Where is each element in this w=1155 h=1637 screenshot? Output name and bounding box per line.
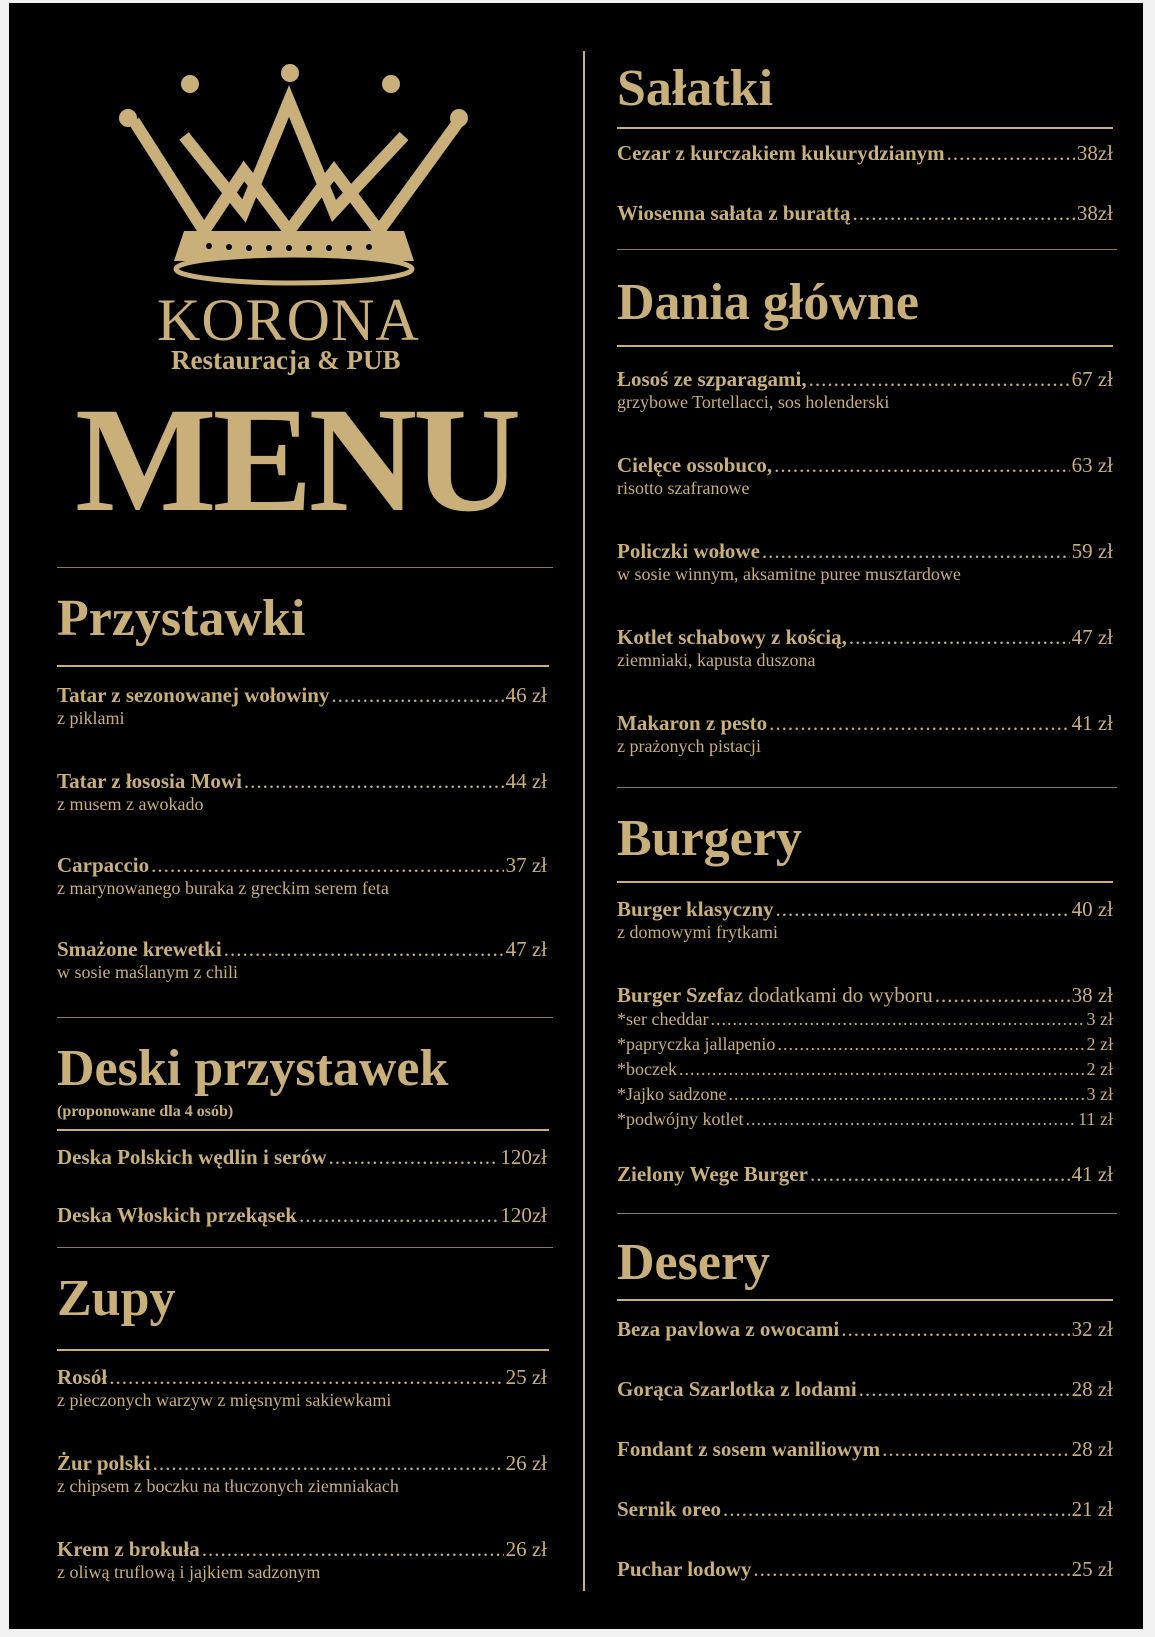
- item-price: 44 zł: [505, 769, 547, 793]
- item-description: grzybowe Tortellacci, sos holenderski: [617, 392, 890, 412]
- menu-item: [617, 1317, 1113, 1377]
- leader-dots: [224, 937, 504, 961]
- item-price: 37 zł: [505, 853, 547, 877]
- divider-line: [57, 1247, 553, 1248]
- leader-dots: [809, 367, 1070, 391]
- leader-dots: [299, 1203, 498, 1227]
- menu-sheet: [9, 3, 1143, 1629]
- item-name: Tatar z łososia Mowi: [57, 769, 242, 793]
- section-title: Burgery: [617, 810, 802, 867]
- section-rule: [57, 665, 549, 667]
- leader-dots: [769, 711, 1069, 735]
- item-name: Puchar lodowy: [617, 1557, 752, 1581]
- menu-item: [57, 1451, 547, 1537]
- addon-price: 2 zł: [1086, 1034, 1113, 1054]
- menu-item: [617, 1497, 1113, 1557]
- menu-item: [57, 853, 547, 937]
- item-description: w sosie maślanym z chili: [57, 962, 238, 982]
- leader-dots: [853, 201, 1075, 225]
- item-price: 25 zł: [505, 1365, 547, 1389]
- item-description: z piklami: [57, 708, 125, 728]
- item-name: Łosoś ze szparagami,: [617, 367, 807, 391]
- item-name: Policzki wołowe: [617, 539, 760, 563]
- section-rule: [57, 1349, 549, 1351]
- divider-line: [617, 787, 1117, 788]
- item-name: Żur polski: [57, 1451, 151, 1475]
- item-price: 40 zł: [1071, 897, 1113, 921]
- leader-dots: [746, 1107, 1077, 1132]
- menu-item: [617, 1437, 1113, 1497]
- item-price: 26 zł: [505, 1451, 547, 1475]
- leader-dots: [935, 983, 1070, 1007]
- addon-name: *podwójny kotlet: [617, 1109, 744, 1129]
- addon-name: *ser cheddar: [617, 1009, 709, 1029]
- item-price: 32 zł: [1071, 1317, 1113, 1341]
- leader-dots: [202, 1537, 504, 1561]
- menu-item: [617, 897, 1113, 983]
- addon-item: [617, 1107, 1113, 1132]
- section-title: Desery: [617, 1234, 771, 1291]
- item-price: 41 zł: [1071, 711, 1113, 735]
- divider-line: [617, 249, 1117, 250]
- item-description: z pieczonych warzyw z mięsnymi sakiewkami: [57, 1390, 392, 1410]
- item-price: 38 zł: [1071, 983, 1113, 1007]
- leader-dots: [849, 625, 1070, 649]
- menu-item: [57, 937, 547, 983]
- leader-dots: [859, 1377, 1070, 1401]
- leader-dots: [151, 853, 503, 877]
- item-name: Burger Szefa: [617, 983, 734, 1007]
- leader-dots: [776, 897, 1070, 921]
- menu-item: [617, 539, 1113, 625]
- leader-dots: [153, 1451, 504, 1475]
- salatki-list: [617, 141, 1113, 225]
- item-name: Sernik oreo: [617, 1497, 722, 1521]
- item-name: Cielęce ossobuco,: [617, 453, 773, 477]
- menu-item: [617, 1162, 1113, 1186]
- item-name: Smażone krewetki: [57, 937, 222, 961]
- section-title: Dania główne: [617, 274, 919, 331]
- menu-item: [617, 367, 1113, 453]
- leader-dots: [710, 1007, 1084, 1032]
- item-description: w sosie winnym, aksamitne puree musztardowe: [617, 564, 961, 584]
- leader-dots: [329, 1145, 499, 1169]
- item-description: z prażonych pistacji: [617, 736, 761, 756]
- section-note: (proponowane dla 4 osób): [57, 1103, 234, 1120]
- section-title: Zupy: [57, 1270, 176, 1327]
- menu-item: [57, 683, 547, 769]
- item-description: z musem z awokado: [57, 794, 204, 814]
- leader-dots: [109, 1365, 503, 1389]
- addon-item: [617, 1057, 1113, 1082]
- addon-name: *Jajko sadzone: [617, 1084, 727, 1104]
- item-name: Kotlet schabowy z kością,: [617, 625, 847, 649]
- menu-item: [57, 1365, 547, 1451]
- item-price: 38zł: [1076, 201, 1113, 225]
- item-name: Gorąca Szarlotka z lodami: [617, 1377, 857, 1401]
- zupy-list: [57, 1365, 547, 1583]
- przystawki-list: [57, 683, 547, 983]
- menu-item: [57, 1203, 547, 1227]
- item-price: 47 zł: [505, 937, 547, 961]
- leader-dots: [753, 1557, 1069, 1581]
- addon-item: [617, 1082, 1113, 1107]
- addon-item: [617, 1007, 1113, 1032]
- burgery-list: [617, 897, 1113, 1186]
- leader-dots: [947, 141, 1075, 165]
- section-rule: [617, 345, 1113, 347]
- item-description: ziemniaki, kapusta duszona: [617, 650, 816, 670]
- item-price: 26 zł: [505, 1537, 547, 1561]
- menu-item: [617, 1377, 1113, 1437]
- section-rule: [617, 1299, 1113, 1301]
- item-name: Krem z brokuła: [57, 1537, 200, 1561]
- leader-dots: [331, 683, 503, 707]
- addon-price: 2 zł: [1086, 1059, 1113, 1079]
- item-price: 67 zł: [1071, 367, 1113, 391]
- addon-price: 3 zł: [1086, 1084, 1113, 1104]
- item-extra: z dodatkami do wyboru: [733, 983, 933, 1007]
- leader-dots: [679, 1057, 1085, 1082]
- leader-dots: [810, 1162, 1070, 1186]
- item-price: 46 zł: [505, 683, 547, 707]
- item-name: Cezar z kurczakiem kukurydzianym: [617, 141, 945, 165]
- leader-dots: [728, 1082, 1084, 1107]
- item-name: Burger klasyczny: [617, 897, 774, 921]
- item-name: Rosół: [57, 1365, 108, 1389]
- brand-name: KORONA: [157, 287, 420, 353]
- menu-item: [57, 1537, 547, 1583]
- section-title: Sałatki: [617, 60, 774, 117]
- item-name: Fondant z sosem waniliowym: [617, 1437, 881, 1461]
- divider-line: [617, 1213, 1117, 1214]
- leader-dots: [244, 769, 504, 793]
- menu-item: [617, 141, 1113, 201]
- item-price: 41 zł: [1071, 1162, 1113, 1186]
- leader-dots: [762, 539, 1070, 563]
- addon-price: 3 zł: [1086, 1009, 1113, 1029]
- leader-dots: [882, 1437, 1069, 1461]
- item-price: 120zł: [500, 1145, 547, 1169]
- leader-dots: [774, 453, 1069, 477]
- menu-title: MENU: [75, 377, 518, 543]
- item-name: Deska Włoskich przekąsek: [57, 1203, 297, 1227]
- item-price: 38zł: [1076, 141, 1113, 165]
- item-name: Beza pavlowa z owocami: [617, 1317, 840, 1341]
- desery-list: [617, 1317, 1113, 1581]
- menu-item: [57, 1145, 547, 1203]
- addon-item: [617, 1032, 1113, 1057]
- item-price: 21 zł: [1071, 1497, 1113, 1521]
- item-name: Tatar z sezonowanej wołowiny: [57, 683, 330, 707]
- item-name: Deska Polskich wędlin i serów: [57, 1145, 327, 1169]
- divider-line: [57, 567, 553, 568]
- dania-list: [617, 367, 1113, 757]
- section-rule: [617, 881, 1113, 883]
- deski-list: [57, 1145, 547, 1227]
- addon-price: 11 zł: [1078, 1109, 1113, 1129]
- menu-item: [617, 711, 1113, 757]
- menu-item: [617, 625, 1113, 711]
- menu-item: [617, 201, 1113, 225]
- item-name: Carpaccio: [57, 853, 150, 877]
- item-name: Wiosenna sałata z burattą: [617, 201, 851, 225]
- leader-dots: [777, 1032, 1084, 1057]
- item-description: z marynowanego buraka z greckim serem feta: [57, 878, 389, 898]
- item-price: 63 zł: [1071, 453, 1113, 477]
- section-title: Deski przystawek: [57, 1040, 449, 1097]
- item-price: 28 zł: [1071, 1377, 1113, 1401]
- leader-dots: [841, 1317, 1069, 1341]
- item-price: 59 zł: [1071, 539, 1113, 563]
- item-description: risotto szafranowe: [617, 478, 750, 498]
- section-title: Przystawki: [57, 590, 306, 647]
- addon-name: *boczek: [617, 1059, 677, 1079]
- menu-item: [617, 453, 1113, 539]
- menu-item: [57, 769, 547, 853]
- column-divider: [583, 51, 585, 1591]
- item-description: z chipsem z boczku na tłuczonych ziemniakach: [57, 1476, 399, 1496]
- item-name: Makaron z pesto: [617, 711, 768, 735]
- leader-dots: [723, 1497, 1070, 1521]
- item-description: z domowymi frytkami: [617, 922, 778, 942]
- section-rule: [57, 1129, 549, 1131]
- item-price: 47 zł: [1071, 625, 1113, 649]
- item-price: 120zł: [500, 1203, 547, 1227]
- divider-line: [57, 1017, 553, 1018]
- menu-item: [617, 983, 1113, 1132]
- item-description: z oliwą truflową i jajkiem sadzonym: [57, 1562, 321, 1582]
- brand-subtitle: Restauracja & PUB: [171, 345, 401, 375]
- crown-icon: [114, 61, 484, 301]
- menu-item: [617, 1557, 1113, 1581]
- item-name: Zielony Wege Burger: [617, 1162, 808, 1186]
- item-price: 28 zł: [1071, 1437, 1113, 1461]
- item-price: 25 zł: [1071, 1557, 1113, 1581]
- addon-name: *papryczka jallapenio: [617, 1034, 776, 1054]
- section-rule: [617, 127, 1113, 129]
